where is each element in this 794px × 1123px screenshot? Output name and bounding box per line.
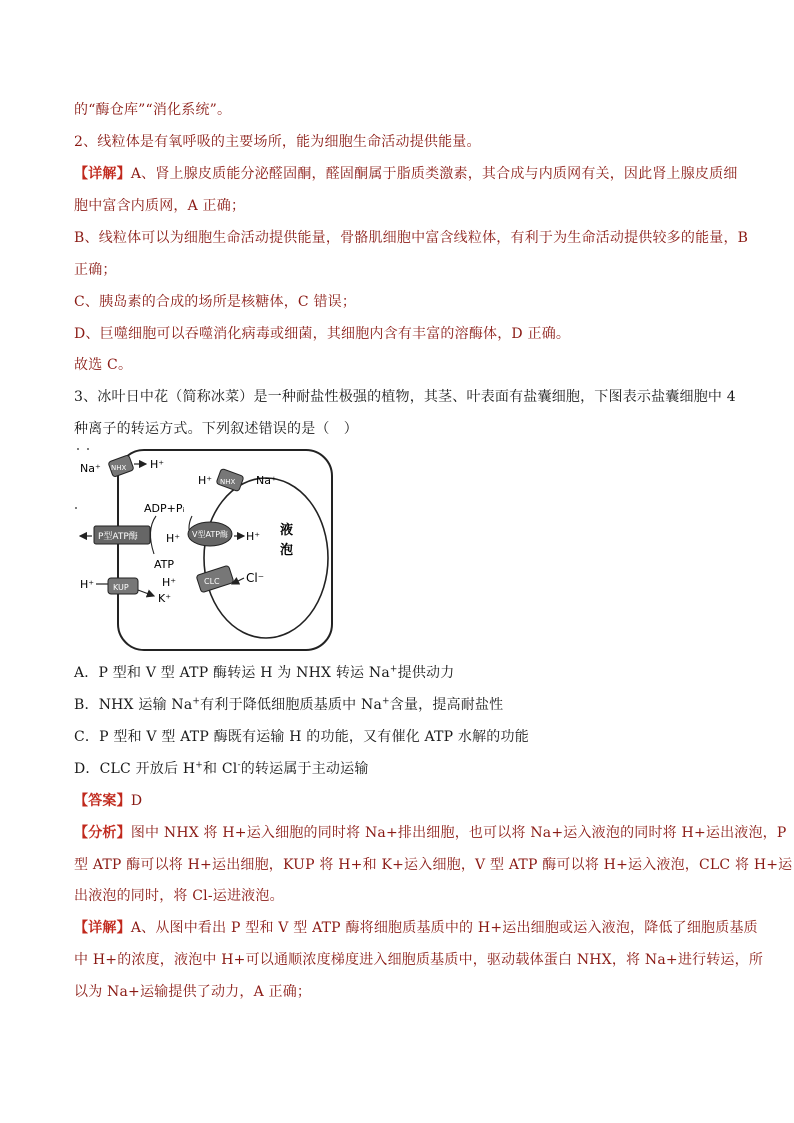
h-kup-outside-label: H⁺ [80, 578, 95, 591]
clc-cl-arrow [232, 578, 244, 584]
question-line-2: 种离子的转运方式。下列叙述错误的是（ ） [74, 421, 358, 437]
nhx-cell-label: NHX [111, 464, 127, 472]
atp-label: ATP [154, 558, 175, 571]
text-line-5: B、线粒体可以为细胞生命活动提供能量，骨骼肌细胞中富含线粒体，有利于为生命活动提供较多的能量，B [74, 230, 749, 246]
detail-line-3: 以为 Na+运输提供了动力，A 正确； [74, 984, 312, 1000]
h-vacuole-top-label: H⁺ [198, 474, 213, 487]
option-d: D．CLC 开放后 H+和 Cl-的转运属于主动运输 [74, 760, 369, 777]
analysis-line-2: 型 ATP 酶可以将 H+运出细胞，KUP 将 H+和 K+运入细胞，V 型 ATP 酶可以将 H+运入液泡，CLC 将 H+运 [74, 857, 793, 873]
speckles [75, 448, 89, 509]
analysis-tag: 【分析】 [74, 825, 131, 841]
text-line-2: 2、线粒体是有氧呼吸的主要场所，能为细胞生命活动提供能量。 [74, 134, 481, 150]
text-line-7: C、胰岛素的合成的场所是核糖体，C 错误； [74, 294, 357, 310]
h-outside-top-label: H⁺ [150, 458, 165, 471]
question-line-1: 3、冰叶日中花（简称冰菜）是一种耐盐性极强的植物，其茎、叶表面有盐囊细胞，下图表示盐囊细胞中 4 [74, 389, 736, 405]
text-line-6: 正确； [74, 262, 117, 278]
kup-k-arrow [138, 590, 154, 596]
option-c: C．P 型和 V 型 ATP 酶既有运输 H 的功能，又有催化 ATP 水解的功能 [74, 729, 529, 745]
option-b: B．NHX 运输 Na+有利于降低细胞质基质中 Na+含量，提高耐盐性 [74, 696, 504, 713]
adp-pi-label: ADP+Pᵢ [144, 502, 185, 515]
text-line-8: D、巨噬细胞可以吞噬消化病毒或细菌，其细胞内含有丰富的溶酶体，D 正确。 [74, 326, 571, 342]
detail-tag-2: 【详解】 [74, 920, 131, 936]
text-line-4: 胞中富含内质网，A 正确； [74, 198, 246, 214]
kup-label: KUP [113, 583, 129, 592]
k-inside-label: K⁺ [158, 592, 172, 605]
option-a: A．P 型和 V 型 ATP 酶转运 H 为 NHX 转运 Na+提供动力 [74, 664, 455, 681]
v-atpase-label: V型ATP酶 [192, 530, 229, 539]
vacuole-label-1: 液 [280, 523, 294, 538]
nhx-vacuole-label: NHX [220, 478, 236, 486]
h-kup-inside-label: H⁺ [162, 576, 177, 589]
text-line-1: 的“酶仓库”“消化系统”。 [74, 102, 232, 118]
p-atpase-label: P型ATP酶 [98, 532, 138, 542]
clc-label: CLC [204, 577, 220, 586]
ion-transport-diagram [74, 444, 344, 656]
detail-line-2: 中 H+的浓度，液泡中 H+可以通顺浓度梯度进入细胞质基质中，驱动载体蛋白 NHX，将 Na+进行转运，所 [74, 952, 764, 968]
p-atpase-curve-arrow [150, 516, 156, 554]
vacuole-label-2: 泡 [280, 543, 294, 558]
h-middle-left-label: H⁺ [166, 532, 181, 545]
answer-tag: 【答案】 [74, 793, 131, 809]
h-middle-right-label: H⁺ [246, 530, 261, 543]
na-vacuole-label: Na⁺ [256, 474, 277, 487]
na-outside-label: Na⁺ [80, 462, 101, 475]
text-line-9: 故选 C。 [74, 357, 133, 373]
detail-line-1: 【详解】A、从图中看出 P 型和 V 型 ATP 酶将细胞质基质中的 H+运出细胞或运入液泡，降低了细胞质基质 [74, 920, 758, 936]
analysis-line-3: 出液泡的同时，将 Cl-运进液泡。 [74, 888, 284, 904]
answer-line [74, 791, 734, 811]
text-line-3 [74, 164, 738, 184]
detail-text: A、肾上腺皮质能分泌醛固酮，醛固酮属于脂质类激素，其合成与内质网有关，因此肾上腺皮质细 [130, 166, 738, 182]
answer-value: D [130, 793, 143, 809]
cl-label: Cl⁻ [246, 571, 265, 585]
vacuole-membrane [204, 478, 328, 638]
analysis-line-1: 【分析】图中 NHX 将 H+运入细胞的同时将 Na+排出细胞，也可以将 Na+运入液泡的同时将 H+运出液泡，P [74, 825, 787, 841]
detail-tag: 【详解】 [74, 166, 131, 182]
